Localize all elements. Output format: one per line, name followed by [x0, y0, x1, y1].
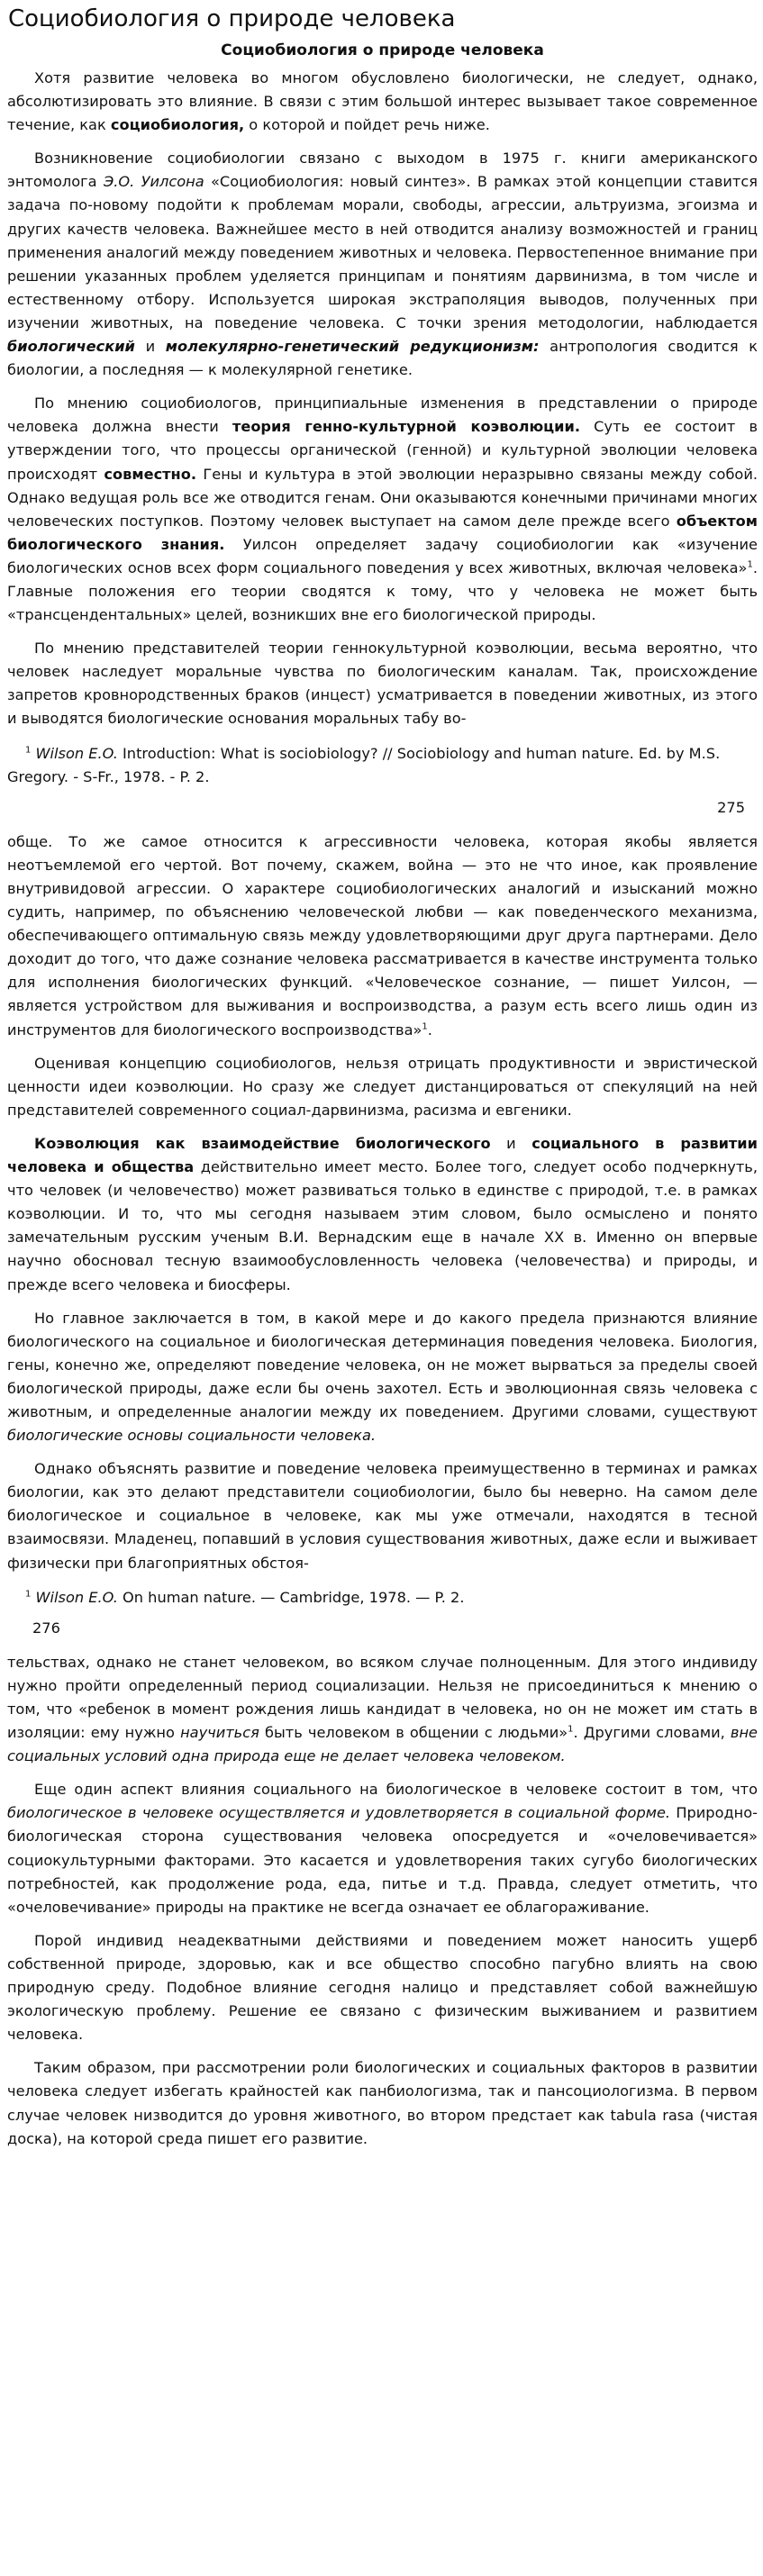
paragraph-socialization: тельствах, однако не станет человеком, во всяком случае полноценным. Для этого индивиду нужно пройти определенный период социализации. Нельзя не присоединиться к мнению о том, что «ребенок в момент рождения лишь кандидат в человека, но он не может им стать в изоляции: ему нужно научиться быть человеком в общении с людьми»$^1$. Другими словами, вне социальных условий одна природа еще не делает человека человеком.	[7, 1653, 758, 1765]
footnote-ref[interactable]: 1	[422, 1021, 428, 1032]
paragraph-evaluation: Оценивая концепцию социобиологов, нельзя отрицать продуктивности и эвристической ценности идеи коэволюции. Но сразу же следует дистанцироваться от спекуляций на ней представителей современного социал-дарвинизма, расизма и евгеники.	[7, 1054, 758, 1119]
paragraph-coevolution-theory: По мнению социобиологов, принципиальные изменения в представлении о природе человека должна внести теория генно-культурной коэволюции. Суть ее состоит в утверждении того, что процессы органической (генной) и культурной эволюции человека происходят совместно. Гены и культура в этой эволюции неразрывно связаны между собой. Однако ведущая роль все же отводится генам. Они оказываются конечными причинами многих человеческих поступков. Поэтому человек выступает на самом деле прежде всего объектом биологического знания. Уилсон определяет задачу социобиологии как «изучение биологических основ всех форм социального поведения у всех животных, включая человека»$^1$. Главные положения его теории сводятся к тому, что у человека не может быть «трансцендентальных» целей, возникших вне его биологической природы.	[7, 395, 758, 624]
footnote: $^1$ Wilson E.O. On human nature. — Cambridge, 1978. — P. 2.	[25, 1588, 465, 1606]
footnote-ref[interactable]: 1	[747, 559, 753, 570]
paragraph-coevolution-interaction: Коэволюция как взаимодействие биологического и социального в развитии человека и общества действительно имеет место. Более того, следует особо подчеркнуть, что человек (и человечество) может развиваться только в единстве с природой, т.е. в рамках коэволюции. И то, что мы сегодня называем этим словом, было осмыслено и понято замечательным русским ученым В.И. Вернадским еще в начале XX в. Именно он впервые научно обосновал тесную взаимообусловленность человека (человечества) и природы, и прежде всего человека и биосферы.	[7, 1134, 758, 1293]
paragraph-aggression: обще. То же самое относится к агрессивности человека, которая якобы является неотъемлемой его чертой. Вот почему, скажем, война — это не что иное, как проявление внутривидовой агрессии. О характере социобиологических аналогий и изысканий можно судить, например, по объяснению человеческой любви — как поведенческого механизма, обеспечивающего оптимальную связь между удовлетворяющими друг друга партнерами. Дело доходит до того, что даже сознание человека рассматривается в качестве инструмента только для исполнения биологических функций. «Человеческое сознание, — пишет Уилсон, — является устройством для выживания и воспроизводства, а разум есть всего лишь один из инструментов для биологического воспроизводства»$^1$.	[7, 832, 758, 1039]
paragraph-conclusion: Таким образом, при рассмотрении роли биологических и социальных факторов в развитии человека следует избегать крайностей как панбиологизма, так и пансоциологизма. В первом случае человек низводится до уровня животного, во втором предстает как tabula rasa (чистая доска), на которой среда пишет его развитие.	[7, 2059, 758, 2147]
page-title: Социобиология о природе человека	[8, 5, 456, 32]
page-number: 276	[32, 1619, 60, 1637]
paragraph-origin: Возникновение социобиологии связано с выходом в 1975 г. книги американского энтомолога Э.О. Уилсона «Социобиология: новый синтез». В рамках этой концепции ставится задача по-новому подойти к проблемам морали, свободы, агрессии, альтруизма, эгоизма и других качеств человека. Важнейшее место в ней отводится анализу возможностей и границ применения аналогий между поведением животных и человека. Первостепенное внимание при решении указанных проблем уделяется принципам и понятиям дарвинизма, в том числе и естественному отбору. Используется широкая экстраполяция выводов, полученных при изучении животных, на поведение человека. С точки зрения методологии, наблюдается биологический и молекулярно-генетический редукционизм: антропология сводится к биологии, а последняя — к молекулярной генетике.	[7, 150, 758, 379]
footnote: $^1$ Wilson E.O. Introduction: What is sociobiology? // Sociobiology and human nature. Ed. by M.S. Gregory. - S-Fr., 1978. - P. 2.	[7, 744, 721, 785]
paragraph-ecology: Порой индивид неадекватными действиями и поведением может наносить ущерб собственной природе, здоровью, как и все общество способно пагубно влиять на свою природную среду. Подобное влияние сегодня налицо и представляет собой важнейшую экологическую проблему. Решение ее связано с физическим выживанием и развитием человека.	[7, 1931, 758, 2044]
paragraph-main-point: Но главное заключается в том, в какой мере и до какого предела признаются влияние биологического на социальное и биологическая детерминация поведения человека. Биология, гены, конечно же, определяют поведение человека, он не может вырваться за пределы своей биологической природы, даже если бы очень захотел. Есть и эволюционная связь человека с животным, и определенные аналогии между их поведением. Другими словами, существуют биологические основы социальности человека.	[7, 1309, 758, 1445]
paragraph-intro: Хотя развитие человека во многом обусловлено биологически, не следует, однако, абсолютизировать это влияние. В связи с этим большой интерес вызывает такое современное течение, как социобиология, о которой и пойдет речь ниже.	[7, 69, 758, 134]
paragraph-social-form: Еще один аспект влияния социального на биологическое в человеке состоит в том, что биологическое в человеке осуществляется и удовлетворяется в социальной форме. Природно-биологическая сторона существования человека опосредуется и «очеловечивается» социокультурными факторами. Это касается и удовлетворения таких сугубо биологических потребностей, как продолжение рода, еда, питье и т.д. Правда, следует отметить, что «очеловечивание» природы на практике не всегда означает ее облагораживание.	[7, 1781, 758, 1916]
footnote-ref[interactable]: 1	[568, 1724, 574, 1735]
paragraph-moral-feelings: По мнению представителей теории геннокультурной коэволюции, весьма вероятно, что человек наследует моральные чувства по биологическим каналам. Так, происхождение запретов кровнородственных браков (инцест) усматривается в поведении животных, из этого и выводятся биологические основания моральных табу во-	[7, 639, 758, 728]
article-title: Социобиология о природе человека	[221, 41, 544, 59]
page-number: 275	[717, 798, 745, 816]
paragraph-biology-terms: Однако объяснять развитие и поведение человека преимущественно в терминах и рамках биологии, как это делают представители социобиологии, было бы неверно. На самом деле биологическое и социальное в человеке, как мы уже отмечали, находятся в тесной взаимосвязи. Младенец, попавший в условия существования животных, даже если и выживает физически при благоприятных обстоя-	[7, 1460, 758, 1572]
